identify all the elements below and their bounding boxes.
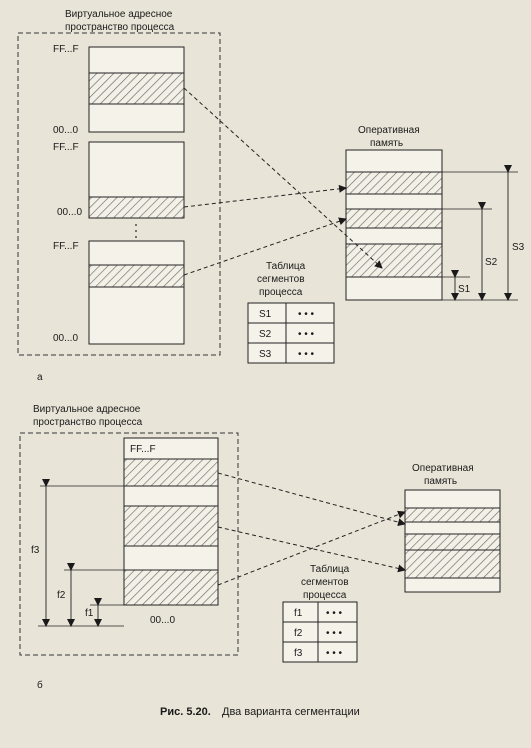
b-ram-title-1: Оперативная — [412, 463, 474, 474]
figure-caption — [160, 706, 360, 718]
b-table-row-value: • • • — [326, 628, 343, 639]
b-ram-title-2: память — [424, 476, 458, 487]
b-ram-seg-f1 — [405, 534, 500, 550]
a-segment-table — [248, 303, 334, 363]
a-table-row-value: • • • — [298, 309, 315, 320]
a-segment-3 — [89, 241, 184, 344]
a-segment-1-used — [89, 73, 184, 104]
b-vas-title-2: пространство процесса — [33, 417, 143, 428]
b-map-arrow-1 — [218, 473, 405, 524]
b-table-row-value: • • • — [326, 608, 343, 619]
b-table-title-2: сегментов — [301, 577, 349, 588]
a-table-title-2: сегментов — [257, 274, 305, 285]
a-seg3-top-label: FF...F — [53, 241, 79, 252]
a-dim-label-s2: S2 — [485, 257, 498, 268]
b-ram-seg-f3 — [405, 508, 500, 522]
a-table-title-1: Таблица — [266, 261, 306, 272]
b-dim-label-f2: f2 — [57, 590, 66, 601]
b-table-title-3: процесса — [303, 590, 347, 601]
a-vas-title-1: Виртуальное адресное — [65, 9, 173, 20]
diagram-a — [18, 9, 525, 383]
b-ram-seg-f2 — [405, 550, 500, 578]
a-vas-title-2: пространство процесса — [65, 22, 175, 33]
a-map-arrow-3 — [184, 219, 346, 275]
a-seg2-top-label: FF...F — [53, 142, 79, 153]
a-dot — [135, 236, 137, 238]
b-bottom-label: 00...0 — [150, 615, 176, 626]
a-seg1-bottom-label: 00...0 — [53, 125, 79, 136]
a-seg3-bottom-label: 00...0 — [53, 333, 79, 344]
b-table-row-name: f2 — [294, 628, 303, 639]
a-ram-title-2: память — [370, 138, 404, 149]
a-segment-2-used — [89, 197, 184, 218]
a-dot — [135, 230, 137, 232]
b-vas-seg-f2 — [124, 506, 218, 546]
caption-number: Рис. 5.20. — [160, 706, 211, 718]
b-segment-table — [283, 602, 357, 662]
b-top-label: FF...F — [130, 444, 156, 455]
a-dim-label-s3: S3 — [512, 242, 525, 253]
a-seg2-bottom-label: 00...0 — [57, 207, 83, 218]
b-vas-seg-f3 — [124, 459, 218, 486]
a-map-arrow-2 — [184, 188, 346, 207]
a-dot — [135, 224, 137, 226]
a-segment-3-used — [89, 265, 184, 287]
caption-text: Два варианта сегментации — [222, 706, 360, 718]
a-table-row-name: S2 — [259, 329, 272, 340]
b-vas-seg-f1 — [124, 570, 218, 605]
b-table-row-name: f1 — [294, 608, 303, 619]
a-table-row-value: • • • — [298, 349, 315, 360]
b-table-row-name: f3 — [294, 648, 303, 659]
a-ram-seg-s2 — [346, 209, 442, 228]
a-ram-title-1: Оперативная — [358, 125, 420, 136]
a-dim-label-s1: S1 — [458, 284, 471, 295]
a-table-row-name: S3 — [259, 349, 272, 360]
a-seg1-top-label: FF...F — [53, 44, 79, 55]
a-table-title-3: процесса — [259, 287, 303, 298]
a-table-row-value: • • • — [298, 329, 315, 340]
a-panel-letter: а — [37, 372, 43, 383]
b-dim-label-f1: f1 — [85, 608, 94, 619]
a-table-row-name: S1 — [259, 309, 272, 320]
b-vas-title-1: Виртуальное адресное — [33, 404, 141, 415]
b-table-title-1: Таблица — [310, 564, 350, 575]
b-dim-label-f3: f3 — [31, 545, 40, 556]
diagram-b — [20, 404, 500, 691]
b-panel-letter: б — [37, 680, 43, 691]
b-table-row-value: • • • — [326, 648, 343, 659]
a-ram-seg-s3 — [346, 172, 442, 194]
